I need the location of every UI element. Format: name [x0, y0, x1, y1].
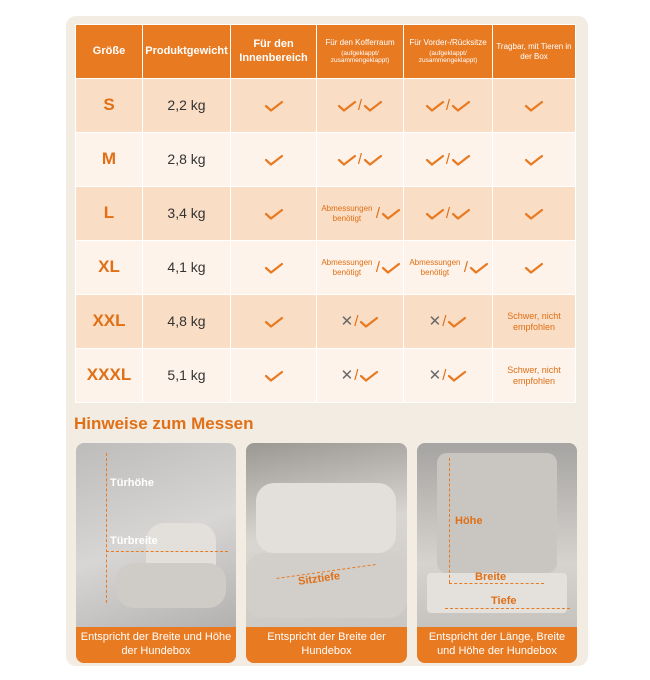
table-row [76, 133, 576, 187]
check-icon [451, 154, 471, 166]
cell-trunk [317, 349, 404, 403]
header-indoor: Für den Innenbereich [231, 25, 317, 79]
cell-size: L [76, 187, 143, 241]
table-row [76, 295, 576, 349]
header-trunk-sub: (aufgeklappt/ zusammengeklappt) [330, 49, 390, 65]
cell-indoor [231, 187, 317, 241]
header-size: Größe [76, 25, 143, 79]
label-door-height: Türhöhe [110, 477, 154, 489]
check-icon [381, 262, 401, 274]
backrest-shape [256, 483, 396, 553]
cell-trunk [317, 79, 404, 133]
cell-note: Abmessungen benötigt [321, 257, 373, 277]
cell-weight: 2,8 kg [143, 133, 231, 187]
trunk-width-line [449, 583, 544, 584]
slash-separator: / [445, 204, 451, 222]
width-line [106, 551, 228, 552]
check-icon [425, 154, 445, 166]
check-icon [524, 100, 544, 112]
check-icon [425, 208, 445, 220]
cell-indoor [231, 295, 317, 349]
trunk-depth-line [445, 608, 570, 609]
cell-seats [404, 187, 493, 241]
cell-note: Schwer, nicht empfohlen [507, 310, 561, 332]
check-icon [447, 370, 467, 382]
check-icon [264, 100, 284, 112]
label-door-width: Türbreite [110, 535, 158, 547]
cell-indoor [231, 133, 317, 187]
cell-size: XXL [76, 295, 143, 349]
check-icon [451, 208, 471, 220]
slash-separator: / [375, 258, 381, 276]
measure-heading: Hinweise zum Messen [74, 414, 254, 433]
table-row [76, 349, 576, 403]
check-icon [363, 154, 383, 166]
cell-trunk [317, 133, 404, 187]
cell-note: Schwer, nicht empfohlen [507, 364, 561, 386]
cell-size: XXXL [76, 349, 143, 403]
slash-separator: / [375, 204, 381, 222]
cell-portable [493, 79, 576, 133]
check-icon [359, 316, 379, 328]
check-icon [524, 154, 544, 166]
check-icon [363, 100, 383, 112]
table-row [76, 187, 576, 241]
cell-weight: 5,1 kg [143, 349, 231, 403]
cross-icon: ✕ [428, 366, 442, 384]
cell-size: M [76, 133, 143, 187]
cell-size: XL [76, 241, 143, 295]
caption-trunk: Entspricht der Länge, Breite und Höhe der Hundebox [417, 627, 577, 663]
label-trunk-depth: Tiefe [491, 595, 517, 607]
check-icon [264, 316, 284, 328]
table-row [76, 241, 576, 295]
photo-trunk-measure [417, 443, 577, 663]
caption-seat: Entspricht der Breite der Hundebox [246, 627, 407, 663]
slash-separator: / [357, 150, 363, 168]
cell-portable [493, 187, 576, 241]
header-seats-title: Für Vorder-/Rücksitze [409, 37, 487, 47]
header-seats-sub: (aufgeklappt/ zusammengeklappt) [418, 49, 478, 65]
car-seat-base-shape [116, 563, 226, 608]
check-icon [264, 154, 284, 166]
slash-separator: / [354, 366, 359, 384]
check-icon [264, 370, 284, 382]
cell-portable [493, 133, 576, 187]
cell-portable [493, 349, 576, 403]
check-icon [524, 262, 544, 274]
check-icon [469, 262, 489, 274]
caption-door: Entspricht der Breite und Höhe der Hundebox [76, 627, 236, 663]
cell-trunk [317, 241, 404, 295]
cell-portable [493, 295, 576, 349]
check-icon [425, 100, 445, 112]
photo-door-measure [76, 443, 236, 663]
cell-seats [404, 241, 493, 295]
slash-separator: / [354, 312, 359, 330]
cell-portable [493, 241, 576, 295]
slash-separator: / [463, 258, 469, 276]
header-trunk-title: Für den Kofferraum [325, 37, 395, 47]
trunk-height-line [449, 458, 450, 583]
cell-weight: 2,2 kg [143, 79, 231, 133]
cross-icon: ✕ [428, 312, 442, 330]
check-icon [381, 208, 401, 220]
label-trunk-width: Breite [475, 571, 507, 583]
cross-icon: ✕ [340, 312, 354, 330]
check-icon [264, 262, 284, 274]
check-icon [524, 208, 544, 220]
check-icon [447, 316, 467, 328]
check-icon [337, 154, 357, 166]
cell-seats [404, 349, 493, 403]
label-trunk-height: Höhe [455, 515, 483, 527]
table-row [76, 79, 576, 133]
cell-seats [404, 133, 493, 187]
cell-weight: 4,1 kg [143, 241, 231, 295]
cross-icon: ✕ [340, 366, 354, 384]
check-icon [451, 100, 471, 112]
photo-seat-measure [246, 443, 407, 663]
cell-size: S [76, 79, 143, 133]
cell-indoor [231, 79, 317, 133]
cell-weight: 3,4 kg [143, 187, 231, 241]
height-line [106, 453, 107, 603]
trunk-interior-shape [437, 453, 557, 573]
cell-indoor [231, 349, 317, 403]
table-header-row [76, 25, 576, 79]
cell-note: Abmessungen benötigt [409, 257, 461, 277]
cell-seats [404, 79, 493, 133]
cell-weight: 4,8 kg [143, 295, 231, 349]
slash-separator: / [442, 366, 447, 384]
seat-cushion-shape [246, 553, 407, 618]
header-portable: Tragbar, mit Tieren in der Box [493, 25, 576, 79]
slash-separator: / [357, 96, 363, 114]
header-seats [404, 25, 493, 79]
slash-separator: / [445, 96, 451, 114]
check-icon [264, 208, 284, 220]
slash-separator: / [442, 312, 447, 330]
label-seat-depth: Sitztiefe [297, 570, 341, 588]
cell-seats [404, 295, 493, 349]
check-icon [337, 100, 357, 112]
cell-note: Abmessungen benötigt [321, 203, 373, 223]
header-weight: Produktgewicht [143, 25, 231, 79]
size-table [75, 24, 576, 403]
header-trunk [317, 25, 404, 79]
cell-trunk [317, 187, 404, 241]
check-icon [359, 370, 379, 382]
cell-indoor [231, 241, 317, 295]
slash-separator: / [445, 150, 451, 168]
cell-trunk [317, 295, 404, 349]
